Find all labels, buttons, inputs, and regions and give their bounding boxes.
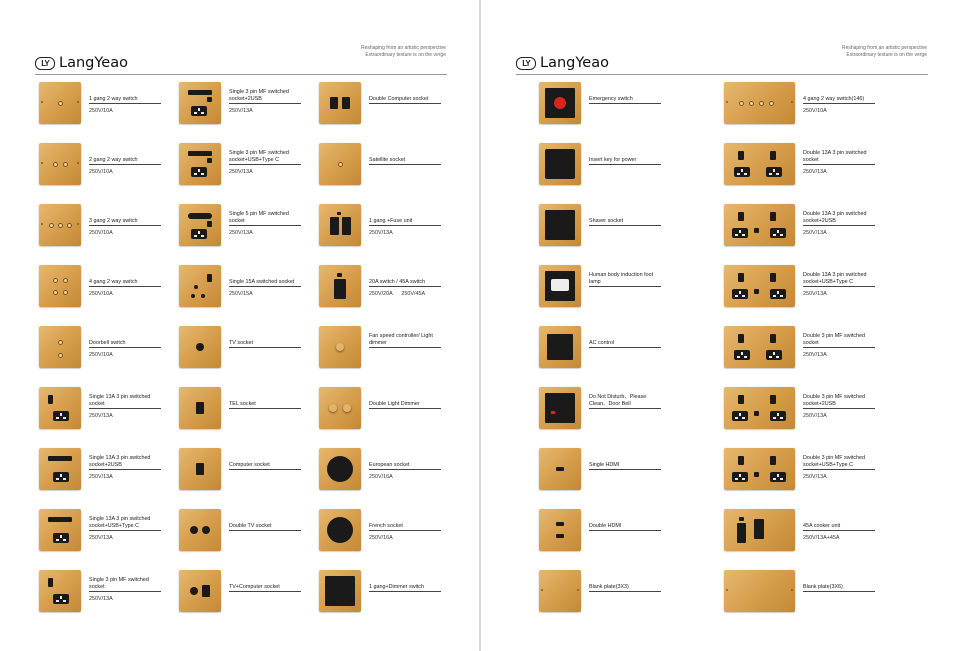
product-rating: 250V/13A bbox=[89, 474, 113, 480]
product-card bbox=[39, 196, 171, 252]
toggle-1-icon bbox=[39, 82, 81, 124]
product-card bbox=[539, 74, 671, 130]
product-divider bbox=[803, 225, 875, 226]
tv-socket-icon bbox=[179, 326, 221, 368]
product-card bbox=[724, 257, 885, 313]
product-card bbox=[39, 440, 171, 496]
product-card bbox=[179, 74, 311, 130]
product-divider bbox=[369, 408, 441, 409]
dnd-panel-icon bbox=[539, 387, 581, 429]
double-computer-socket-icon bbox=[319, 82, 361, 124]
product-card bbox=[319, 74, 451, 130]
product-name: 20A switch / 45A switch bbox=[369, 279, 426, 286]
product-divider bbox=[89, 103, 161, 104]
product-name: Double 13A 3 pin switched socket bbox=[803, 150, 867, 164]
product-divider bbox=[369, 530, 441, 531]
product-divider bbox=[369, 225, 441, 226]
product-card bbox=[319, 562, 451, 618]
product-name: 4 gang 2 way switch(146) bbox=[803, 96, 865, 103]
satellite-socket-icon bbox=[319, 143, 361, 185]
product-divider bbox=[89, 469, 161, 470]
product-card bbox=[39, 562, 171, 618]
product-card bbox=[724, 74, 885, 130]
product-divider bbox=[229, 225, 301, 226]
product-name: Double 13A 3 pin switched socket+2USB bbox=[803, 211, 867, 225]
product-name: Double Computer socket bbox=[369, 96, 429, 103]
rocker-switch-icon bbox=[319, 265, 361, 307]
product-rating: 250V/10A bbox=[89, 291, 113, 297]
product-rating: 250V/13A bbox=[229, 230, 253, 236]
product-card bbox=[179, 501, 311, 557]
product-name: French socket bbox=[369, 523, 403, 530]
product-card bbox=[179, 257, 311, 313]
product-name: 3 gang 2 way switch bbox=[89, 218, 138, 225]
product-name: TEL socket bbox=[229, 401, 256, 408]
product-name: Double 3 pin MF switched socket+USB+Type C bbox=[803, 455, 866, 469]
product-rating: 250V/10A bbox=[803, 108, 827, 114]
product-card bbox=[179, 562, 311, 618]
key-card-icon bbox=[539, 143, 581, 185]
product-card bbox=[539, 562, 671, 618]
product-name: Blank plate(3X3) bbox=[589, 584, 629, 591]
product-divider bbox=[803, 530, 875, 531]
product-divider bbox=[589, 164, 661, 165]
uk-socket-usb-icon bbox=[39, 509, 81, 551]
european-socket-icon bbox=[319, 448, 361, 490]
double-mf-socket-usb-icon bbox=[724, 387, 795, 429]
product-divider bbox=[803, 469, 875, 470]
product-divider bbox=[369, 469, 441, 470]
product-rating: 250V/13A bbox=[89, 413, 113, 419]
product-divider bbox=[229, 103, 301, 104]
product-card bbox=[724, 562, 885, 618]
brand-name: LangYeao bbox=[540, 55, 609, 71]
product-rating: 250V/13A bbox=[89, 596, 113, 602]
product-card bbox=[319, 257, 451, 313]
double-uk-socket-usb-icon bbox=[724, 265, 795, 307]
product-divider bbox=[89, 164, 161, 165]
product-card bbox=[319, 440, 451, 496]
product-name: Single 13A 3 pin switched socket+2USB bbox=[89, 455, 151, 469]
product-name: 1 gang +Fuse unit bbox=[369, 218, 413, 225]
product-divider bbox=[589, 225, 661, 226]
product-name: 1 gang 2 way switch bbox=[89, 96, 138, 103]
uk-socket-usb-icon bbox=[39, 448, 81, 490]
product-name: Single 13A 3 pin switched socket+USB+Type C bbox=[89, 516, 151, 530]
product-rating: 250V/10A bbox=[89, 230, 113, 236]
product-card bbox=[39, 318, 171, 374]
mf-socket-usb-icon bbox=[179, 82, 221, 124]
product-name: Do Not Disturb、Please Clean、Door Bell bbox=[589, 394, 647, 408]
product-divider bbox=[369, 591, 441, 592]
product-rating: 250V/13A bbox=[229, 169, 253, 175]
product-card bbox=[39, 501, 171, 557]
brand-name: LangYeao bbox=[59, 55, 128, 71]
product-rating: 250V/10A bbox=[89, 352, 113, 358]
product-divider bbox=[89, 225, 161, 226]
product-card bbox=[319, 318, 451, 374]
product-divider bbox=[803, 408, 875, 409]
product-rating: 250V/10A bbox=[89, 108, 113, 114]
brand-mark-icon: LY bbox=[35, 57, 55, 70]
product-name: TV socket bbox=[229, 340, 253, 347]
blank-plate-icon bbox=[539, 570, 581, 612]
product-card bbox=[39, 379, 171, 435]
tagline bbox=[361, 45, 446, 59]
product-divider bbox=[369, 103, 441, 104]
product-name: Satellite socket bbox=[369, 157, 406, 164]
double-uk-socket-icon bbox=[724, 143, 795, 185]
product-divider bbox=[229, 530, 301, 531]
product-divider bbox=[89, 347, 161, 348]
product-card bbox=[539, 257, 671, 313]
emergency-button-icon bbox=[539, 82, 581, 124]
product-name: Double HDMI bbox=[589, 523, 622, 530]
toggle-4-wide-icon bbox=[724, 82, 795, 124]
product-divider bbox=[369, 164, 441, 165]
product-card bbox=[539, 440, 671, 496]
double-mf-socket-icon bbox=[724, 326, 795, 368]
catalog-page-right bbox=[481, 0, 960, 651]
product-rating: 250V/13A bbox=[803, 413, 827, 419]
product-divider bbox=[229, 286, 301, 287]
tagline-line: Reshaping from an artistic perspective bbox=[841, 45, 927, 51]
product-divider bbox=[369, 347, 441, 348]
product-card bbox=[539, 318, 671, 374]
product-rating: 250V/13A bbox=[369, 230, 393, 236]
product-name: Insert key for power bbox=[589, 157, 637, 164]
product-divider bbox=[589, 286, 661, 287]
product-name: Double 3 pin MF switched socket+2USB bbox=[803, 394, 866, 408]
toggle-2-icon bbox=[39, 143, 81, 185]
cooker-unit-icon bbox=[724, 509, 795, 551]
product-divider bbox=[229, 164, 301, 165]
tagline-line: Reshaping from an artistic perspective bbox=[360, 45, 446, 51]
product-card bbox=[539, 196, 671, 252]
product-name: Double 3 pin MF switched socket bbox=[803, 333, 866, 347]
product-divider bbox=[589, 347, 661, 348]
product-card bbox=[724, 318, 885, 374]
catalog-page-left bbox=[0, 0, 479, 651]
product-card bbox=[179, 440, 311, 496]
tagline bbox=[842, 45, 927, 59]
fuse-unit-icon bbox=[319, 204, 361, 246]
product-card bbox=[179, 196, 311, 252]
product-card bbox=[724, 379, 885, 435]
double-hdmi-icon bbox=[539, 509, 581, 551]
product-name: Single 3 pin MF switched socket bbox=[89, 577, 149, 591]
tagline-line: Extraordinary texture is on the verge bbox=[365, 52, 446, 58]
product-divider bbox=[589, 103, 661, 104]
doorbell-icon bbox=[39, 326, 81, 368]
product-card bbox=[724, 440, 885, 496]
product-rating: 250V/13A bbox=[229, 108, 253, 114]
product-name: 45A cooker unit bbox=[803, 523, 841, 530]
product-rating: 250V/10A bbox=[89, 169, 113, 175]
product-card bbox=[39, 74, 171, 130]
product-divider bbox=[803, 286, 875, 287]
product-name: Single 3 pin MF switched socket+2USB bbox=[229, 89, 289, 103]
product-name: Human body induction foot lamp bbox=[589, 272, 654, 286]
product-divider bbox=[89, 286, 161, 287]
brand-logo bbox=[516, 55, 609, 71]
brand-logo bbox=[35, 55, 128, 71]
product-divider bbox=[229, 408, 301, 409]
product-card bbox=[319, 501, 451, 557]
computer-socket-icon bbox=[179, 448, 221, 490]
product-name: TV+Computer socket bbox=[229, 584, 280, 591]
product-name: Doorbell switch bbox=[89, 340, 126, 347]
product-card bbox=[179, 318, 311, 374]
product-card bbox=[39, 135, 171, 191]
dimmer-knob-icon bbox=[319, 326, 361, 368]
product-divider bbox=[803, 347, 875, 348]
product-divider bbox=[803, 103, 875, 104]
product-rating: 250V/13A bbox=[803, 169, 827, 175]
product-card bbox=[179, 135, 311, 191]
product-card bbox=[179, 379, 311, 435]
toggle-4-icon bbox=[39, 265, 81, 307]
product-divider bbox=[589, 469, 661, 470]
product-name: AC control bbox=[589, 340, 615, 347]
product-card bbox=[724, 196, 885, 252]
ac-control-icon bbox=[539, 326, 581, 368]
product-name: Shaver socket bbox=[589, 218, 624, 225]
product-card bbox=[724, 501, 885, 557]
foot-lamp-icon bbox=[539, 265, 581, 307]
product-card bbox=[319, 135, 451, 191]
product-name: Computer socket bbox=[229, 462, 270, 469]
product-name: Emergency switch bbox=[589, 96, 633, 103]
product-divider bbox=[589, 408, 661, 409]
product-rating: 250V/13A bbox=[803, 230, 827, 236]
product-divider bbox=[89, 408, 161, 409]
mf-socket-usb-icon bbox=[179, 143, 221, 185]
product-rating: 250V/16A bbox=[369, 535, 393, 541]
product-rating: 250V/15A bbox=[229, 291, 253, 297]
product-divider bbox=[229, 591, 301, 592]
tagline-line: Extraordinary texture is on the verge bbox=[846, 52, 927, 58]
product-divider bbox=[229, 347, 301, 348]
product-name: Double 13A 3 pin switched socket+USB+Type C bbox=[803, 272, 867, 286]
product-name: 2 gang 2 way switch bbox=[89, 157, 138, 164]
uk-socket-icon bbox=[39, 387, 81, 429]
shaver-socket-icon bbox=[539, 204, 581, 246]
product-rating: 250V/13A bbox=[89, 535, 113, 541]
product-card bbox=[319, 379, 451, 435]
product-name: Fan speed controller/ Light dimmer bbox=[369, 333, 433, 347]
double-uk-socket-usb-icon bbox=[724, 204, 795, 246]
product-name: European socket bbox=[369, 462, 410, 469]
product-name: Single 5 pin MF switched socket bbox=[229, 211, 289, 225]
product-rating: 250V/13A bbox=[803, 474, 827, 480]
product-card bbox=[724, 135, 885, 191]
product-rating: 250V/20A 250V/45A bbox=[369, 291, 426, 297]
product-card bbox=[539, 501, 671, 557]
product-name: Double Light Dimmer bbox=[369, 401, 420, 408]
product-divider bbox=[589, 591, 661, 592]
product-name: Double TV socket bbox=[229, 523, 272, 530]
product-card bbox=[319, 196, 451, 252]
product-rating: 250V/13A bbox=[803, 291, 827, 297]
hdmi-icon bbox=[539, 448, 581, 490]
tel-socket-icon bbox=[179, 387, 221, 429]
product-rating: 250V/13A+45A bbox=[803, 535, 840, 541]
product-rating: 250V/16A bbox=[369, 474, 393, 480]
double-tv-socket-icon bbox=[179, 509, 221, 551]
mf-socket-icon bbox=[39, 570, 81, 612]
tv-computer-socket-icon bbox=[179, 570, 221, 612]
product-card bbox=[539, 135, 671, 191]
product-divider bbox=[803, 591, 875, 592]
product-rating: 250V/13A bbox=[803, 352, 827, 358]
product-name: Single 15A switched socket bbox=[229, 279, 295, 286]
product-name: 4 gang 2 way switch bbox=[89, 279, 138, 286]
product-name: Single 3 pin MF switched socket+USB+Type C bbox=[229, 150, 289, 164]
product-divider bbox=[89, 530, 161, 531]
product-name: Blank plate(3X6) bbox=[803, 584, 843, 591]
product-divider bbox=[369, 286, 441, 287]
toggle-3-icon bbox=[39, 204, 81, 246]
dimmer-switch-icon bbox=[319, 570, 361, 612]
blank-plate-wide-icon bbox=[724, 570, 795, 612]
brand-mark-icon: LY bbox=[516, 57, 536, 70]
socket-15a-icon bbox=[179, 265, 221, 307]
product-name: Single 13A 3 pin switched socket bbox=[89, 394, 151, 408]
product-divider bbox=[229, 469, 301, 470]
product-card bbox=[539, 379, 671, 435]
product-card bbox=[39, 257, 171, 313]
double-mf-socket-usb-icon bbox=[724, 448, 795, 490]
product-divider bbox=[803, 164, 875, 165]
product-name: 1 gang+Dimmer switch bbox=[369, 584, 424, 591]
product-divider bbox=[589, 530, 661, 531]
double-dimmer-knob-icon bbox=[319, 387, 361, 429]
mf5-socket-icon bbox=[179, 204, 221, 246]
french-socket-icon bbox=[319, 509, 361, 551]
product-divider bbox=[89, 591, 161, 592]
product-name: Single HDMI bbox=[589, 462, 620, 469]
